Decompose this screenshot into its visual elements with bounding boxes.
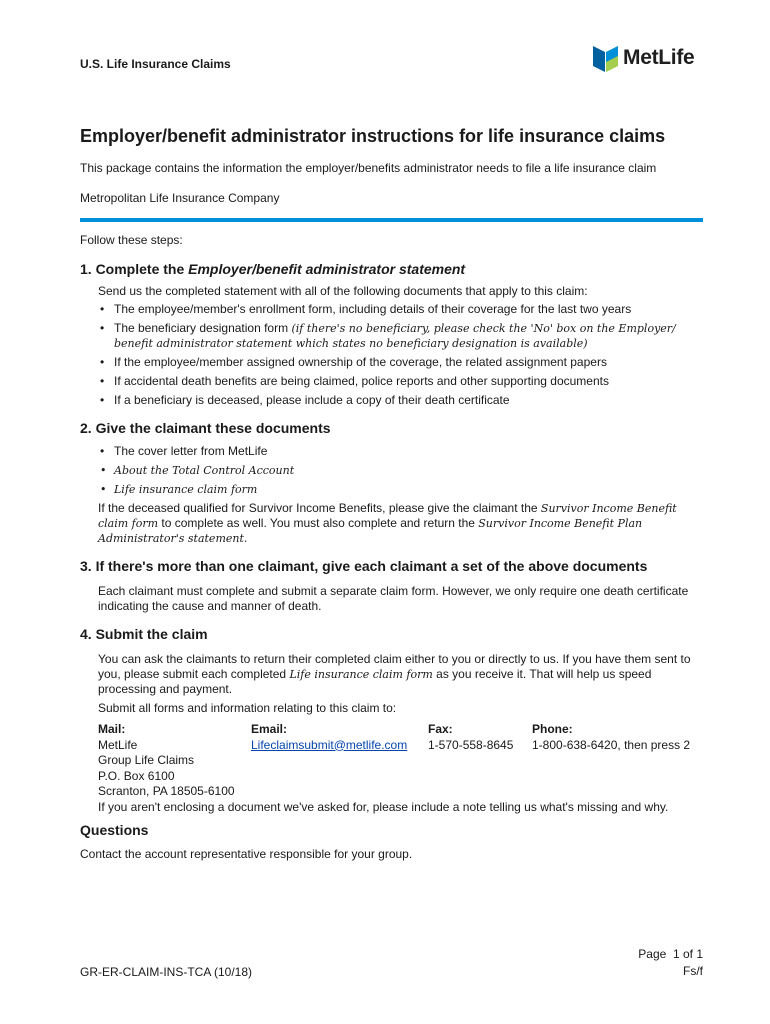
para-text: You can ask the claimants to return their completed claim either to you or directly to us. If you have them sent to you, please submit each completed [98, 652, 691, 681]
company-name: Metropolitan Life Insurance Company [80, 191, 280, 205]
mail-line: Scranton, PA 18505-6100 [98, 784, 235, 798]
page-title: Employer/benefit administrator instructions for life insurance claims [80, 126, 666, 146]
phone-label: Phone: [532, 722, 573, 736]
step-3-heading: 3. If there's more than one claimant, give each claimant a set of the above documents [80, 558, 648, 574]
questions-heading: Questions [80, 822, 149, 838]
mail-line: P.O. Box 6100 [98, 768, 175, 783]
blue-divider [80, 218, 703, 222]
mail-line: Group Life Claims [98, 753, 195, 767]
list-item: • The employee/member's enrollment form, including details of their coverage for the last two years [98, 302, 705, 317]
logo-text: MetLife [623, 46, 695, 69]
step-1-section [80, 261, 705, 408]
metlife-logo [593, 44, 694, 72]
questions-text: Contact the account representative responsible for your group. [80, 847, 413, 861]
fsf-code: Fs/f [683, 964, 703, 978]
email-link[interactable]: Lifeclaimsubmit@metlife.com [251, 737, 408, 752]
step-4-section [80, 626, 705, 815]
phone-number: 1-800-638-6420, then press 2 [532, 737, 691, 752]
step-3-text: Each claimant must complete and submit a separate claim form. However, we only require one death certificate indicating the cause and manner of death. [98, 584, 689, 613]
missing-document-note: If you aren't enclosing a document we've asked for, please include a note telling us what's missing and why. [98, 799, 669, 814]
form-code: GR-ER-CLAIM-INS-TCA (10/18) [80, 965, 253, 979]
para-italic: Survivor Income Benefit claim form [98, 502, 677, 530]
list-item [98, 321, 705, 351]
list-item-text: The beneficiary designation form [114, 321, 292, 335]
intro-text: This package contains the information the employer/benefits administrator needs to file a life insurance claim [80, 161, 657, 175]
steps-content [80, 261, 705, 815]
step-1-heading [80, 261, 705, 277]
list-item: • About the Total Control Account [98, 463, 705, 478]
mail-label: Mail: [98, 722, 126, 736]
step-2-heading: 2. Give the claimant these documents [80, 420, 331, 436]
step-3-section [80, 558, 705, 614]
step-1-heading-emphasis: Employer/benefit administrator statement [188, 261, 466, 277]
step-4-heading: 4. Submit the claim [80, 626, 208, 642]
para-italic: Survivor Income Benefit Plan Administrator's statement. [98, 517, 643, 545]
para-italic: Life insurance claim form [289, 668, 433, 681]
step-1-lead: Send us the completed statement with all of the following documents that apply to this claim: [98, 284, 588, 298]
email-label: Email: [251, 722, 288, 736]
step-2-paragraph [98, 501, 705, 546]
list-item-italic: (if there's no beneficiary, please check the 'No' box on the Employer/ benefit administrator statement which states no beneficiary designation is available) [114, 322, 676, 350]
mail-column [98, 722, 251, 800]
para-text: If the deceased qualified for Survivor Income Benefits, please give the claimant the [98, 501, 541, 515]
list-item: • The cover letter from MetLife [98, 444, 705, 459]
fax-label: Fax: [428, 722, 453, 736]
list-item: • If a beneficiary is deceased, please include a copy of their death certificate [98, 393, 705, 408]
page-number [638, 946, 703, 980]
para-text: as you receive it. That will help us speed processing and payment. [98, 667, 652, 696]
header-topline: U.S. Life Insurance Claims [80, 57, 231, 71]
list-item: • Life insurance claim form [98, 482, 705, 497]
step-4-paragraph [98, 652, 705, 697]
submit-to-text: Submit all forms and information relating to this claim to: [98, 701, 397, 715]
step-2-list [98, 444, 705, 497]
questions-section [80, 822, 412, 861]
metlife-logo-icon [593, 44, 619, 72]
follow-steps-text: Follow these steps: [80, 233, 183, 247]
step-2-section [80, 420, 705, 546]
mail-line: MetLife [98, 737, 138, 752]
page-count: Page 1 of 1 [638, 947, 703, 961]
contact-table [98, 722, 705, 800]
step-1-heading-prefix: 1. Complete the [80, 261, 189, 277]
list-item: • If accidental death benefits are being claimed, police reports and other supporting documents [98, 374, 705, 389]
list-item: • If the employee/member assigned ownership of the coverage, the related assignment papers [98, 355, 705, 370]
fax-number: 1-570-558-8645 [428, 737, 514, 752]
step-1-list [98, 302, 705, 408]
email-column [251, 722, 428, 800]
para-text: to complete as well. You must also complete and return the [158, 516, 479, 530]
fax-column [428, 722, 532, 800]
phone-column [532, 722, 690, 800]
